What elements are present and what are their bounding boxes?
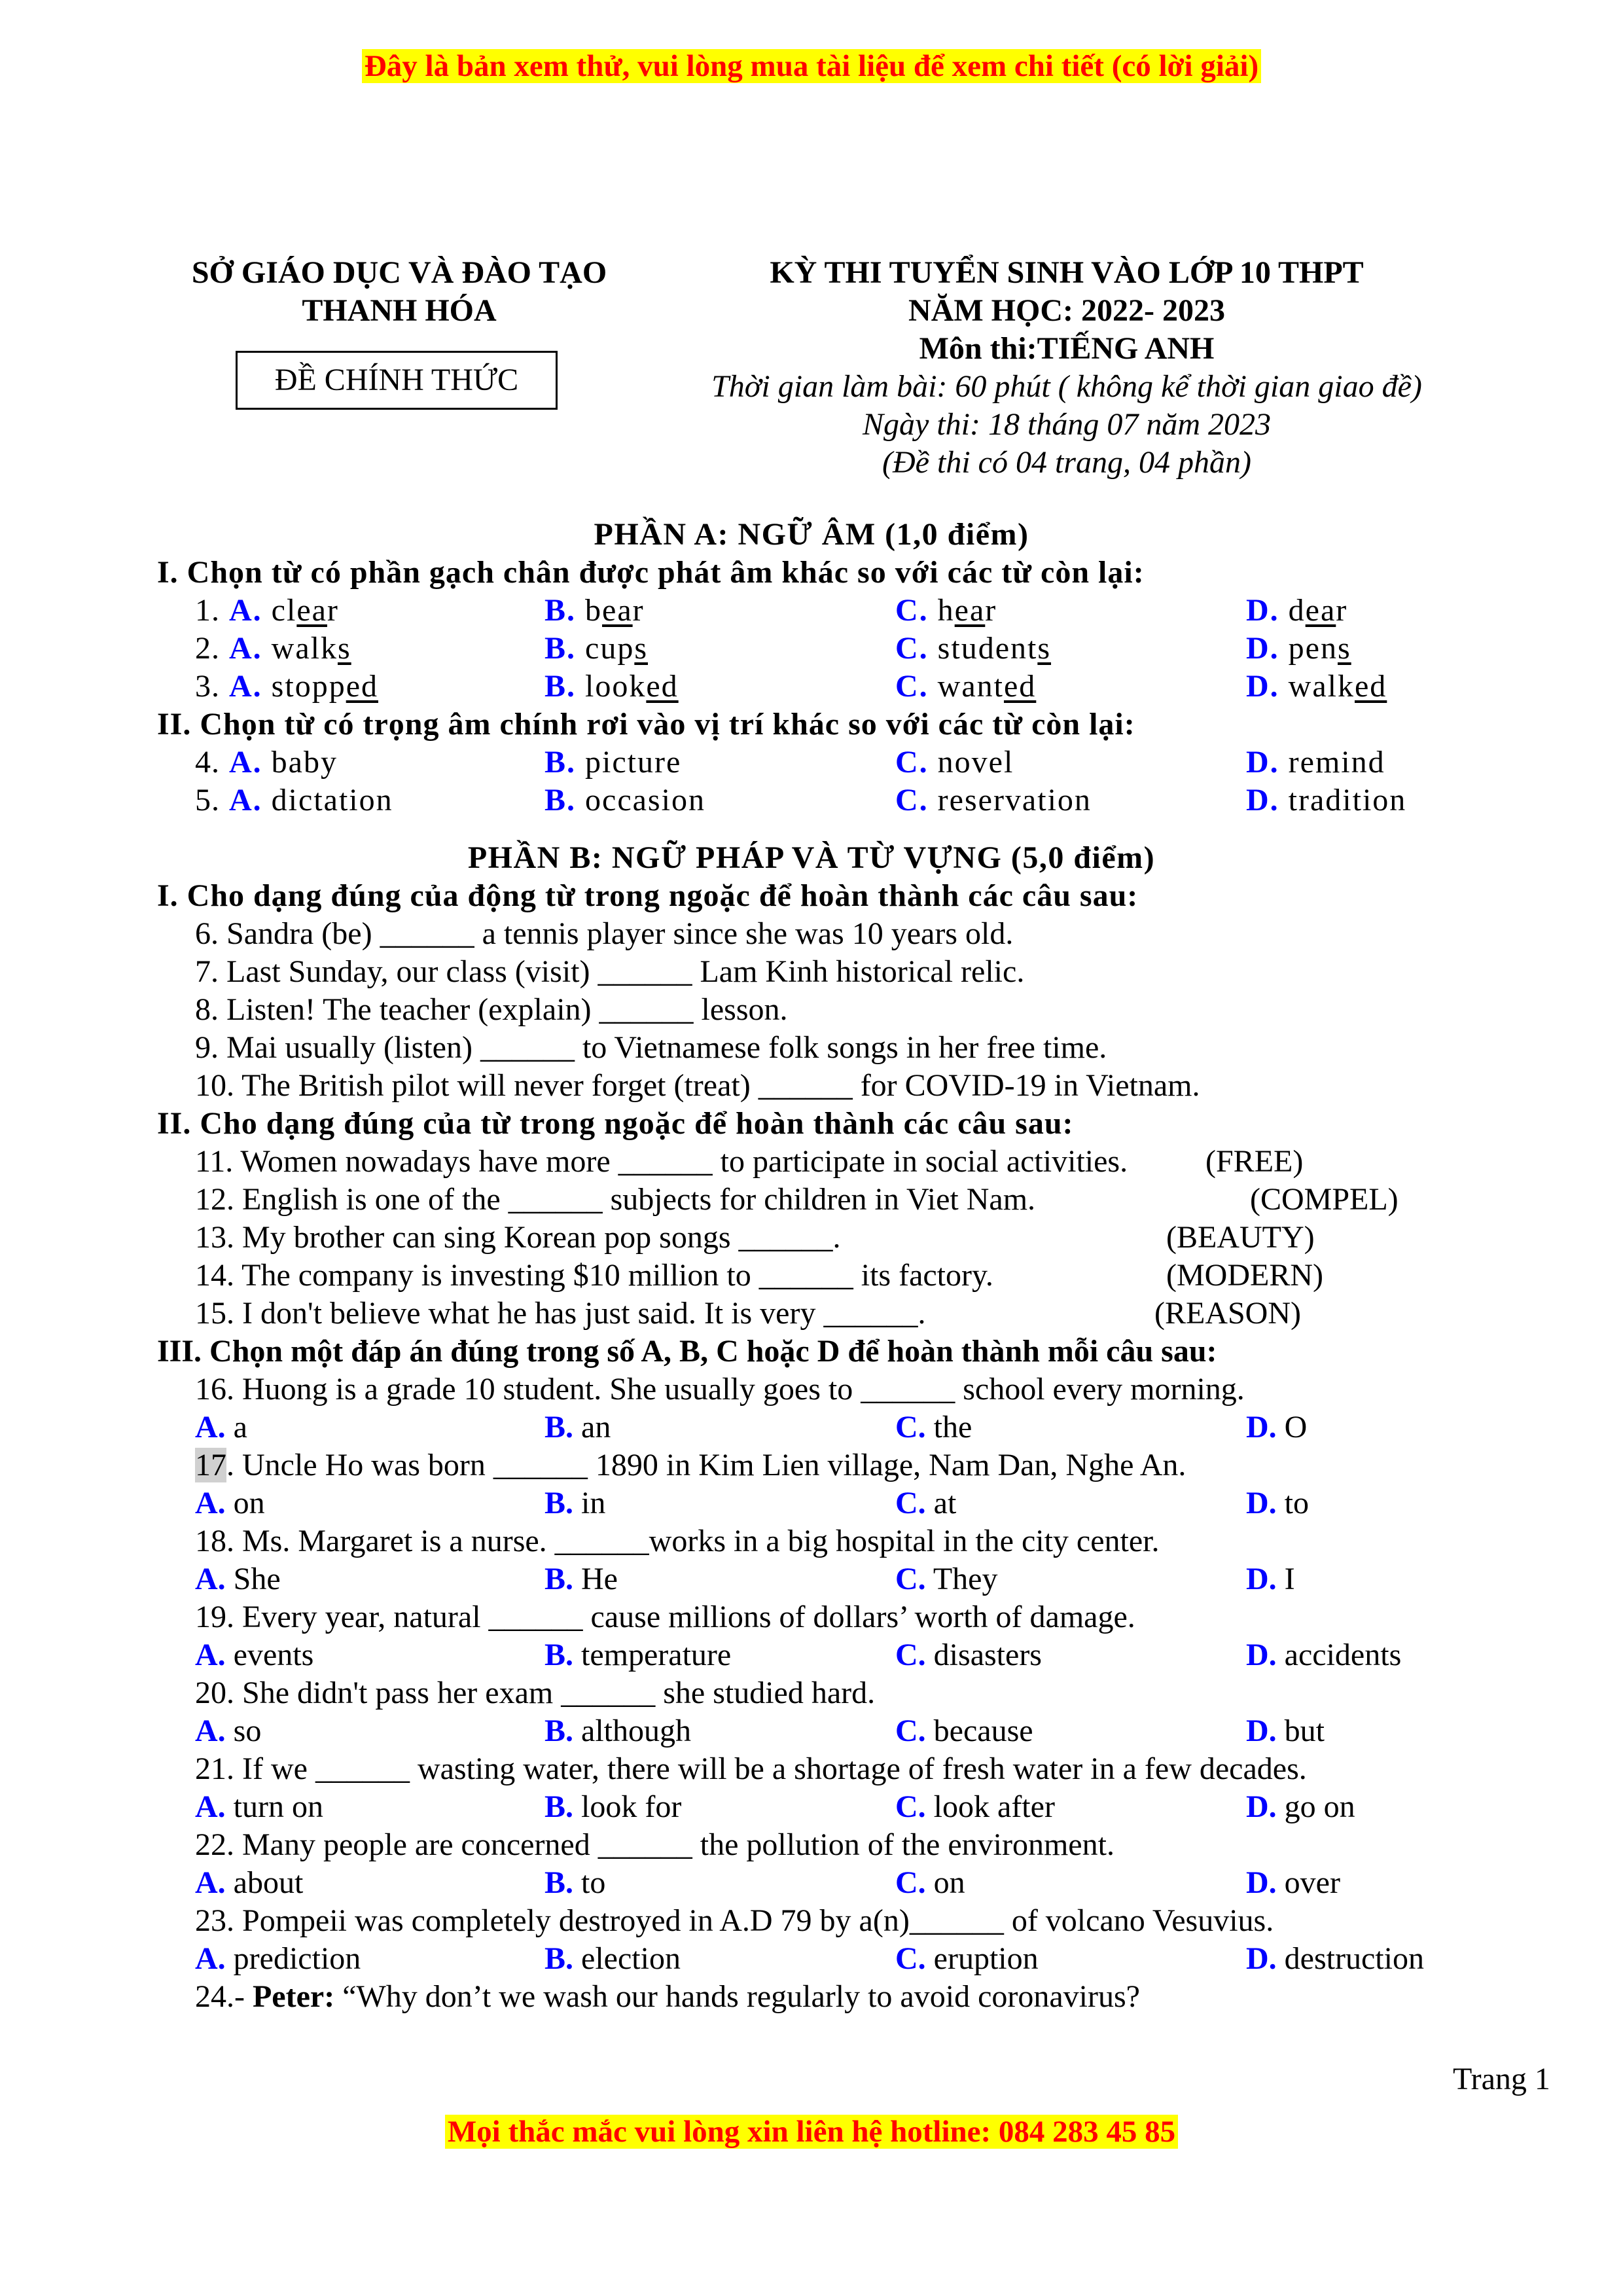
q1-option-d[interactable]: D. dear bbox=[1246, 593, 1348, 628]
question-5 bbox=[0, 781, 1623, 819]
question-23-options bbox=[0, 1940, 1623, 1978]
q17-option-a[interactable]: A. on bbox=[195, 1486, 265, 1520]
q12-word: (COMPEL) bbox=[1250, 1182, 1399, 1217]
q19-option-d[interactable]: D. accidents bbox=[1246, 1638, 1402, 1672]
part-b-section-2-title: II. Cho dạng đúng của từ trong ngoặc để hoàn thành các câu sau: bbox=[157, 1106, 1074, 1141]
question-16-stem: 16. Huong is a grade 10 student. She usually goes to ______ school every morning. bbox=[195, 1372, 1245, 1407]
q13-word: (BEAUTY) bbox=[1166, 1220, 1315, 1255]
q23-option-d[interactable]: D. destruction bbox=[1246, 1941, 1424, 1976]
question-14 bbox=[0, 1257, 1623, 1295]
question-3 bbox=[0, 668, 1623, 706]
q21-option-c[interactable]: C. look after bbox=[895, 1789, 1055, 1824]
q21-option-a[interactable]: A. turn on bbox=[195, 1789, 323, 1824]
question-4 bbox=[0, 744, 1623, 781]
q22-option-c[interactable]: C. on bbox=[895, 1865, 965, 1900]
exam-subject: Môn thi:TIẾNG ANH bbox=[919, 331, 1215, 366]
preview-notice-text: Đây là bản xem thử, vui lòng mua tài liệu để xem chi tiết (có lời giải) bbox=[362, 49, 1261, 83]
q11-word: (FREE) bbox=[1205, 1144, 1304, 1179]
part-a-title: PHẦN A: NGỮ ÂM (1,0 điểm) bbox=[594, 517, 1029, 552]
preview-notice-banner bbox=[0, 47, 1623, 85]
question-12 bbox=[0, 1181, 1623, 1219]
question-19-options bbox=[0, 1636, 1623, 1674]
q1-option-a[interactable]: 1. A. clear bbox=[195, 593, 339, 628]
school-year: NĂM HỌC: 2022- 2023 bbox=[908, 293, 1225, 328]
q19-option-b[interactable]: B. temperature bbox=[544, 1638, 732, 1672]
question-6: 6. Sandra (be) ______ a tennis player since she was 10 years old. bbox=[195, 916, 1014, 951]
exam-title: KỲ THI TUYỂN SINH VÀO LỚP 10 THPT bbox=[770, 255, 1364, 290]
q15-text: 15. I don't believe what he has just said. It is very ______. bbox=[195, 1296, 926, 1331]
q14-text: 14. The company is investing $10 million to ______ its factory. bbox=[195, 1258, 993, 1293]
q17-text: . Uncle Ho was born ______ 1890 in Kim Lien village, Nam Dan, Nghe An. bbox=[226, 1448, 1186, 1482]
exam-page-count: (Đề thi có 04 trang, 04 phần) bbox=[882, 445, 1251, 480]
q5-option-b[interactable]: B. occasion bbox=[544, 783, 705, 817]
q14-word: (MODERN) bbox=[1166, 1258, 1323, 1293]
question-2 bbox=[0, 630, 1623, 668]
q18-option-b[interactable]: B. He bbox=[544, 1562, 618, 1596]
q13-text: 13. My brother can sing Korean pop songs ______. bbox=[195, 1220, 841, 1255]
exam-date: Ngày thi: 18 tháng 07 năm 2023 bbox=[863, 407, 1271, 442]
question-7: 7. Last Sunday, our class (visit) ______ Lam Kinh historical relic. bbox=[195, 954, 1025, 989]
q23-option-b[interactable]: B. election bbox=[544, 1941, 681, 1976]
q21-option-b[interactable]: B. look for bbox=[544, 1789, 682, 1824]
q18-option-a[interactable]: A. She bbox=[195, 1562, 281, 1596]
question-11 bbox=[0, 1143, 1623, 1181]
question-17-stem bbox=[0, 1446, 1623, 1484]
q23-option-a[interactable]: A. prediction bbox=[195, 1941, 361, 1976]
hotline-banner bbox=[0, 2113, 1623, 2151]
question-20-stem: 20. She didn't pass her exam ______ she studied hard. bbox=[195, 1676, 876, 1710]
q12-text: 12. English is one of the ______ subjects for children in Viet Nam. bbox=[195, 1182, 1036, 1217]
part-a-section-2-title: II. Chọn từ có trọng âm chính rơi vào vị trí khác so với các từ còn lại: bbox=[157, 707, 1135, 742]
q20-option-b[interactable]: B. although bbox=[544, 1713, 691, 1748]
q20-option-d[interactable]: D. but bbox=[1246, 1713, 1325, 1748]
hotline-text: Mọi thắc mắc vui lòng xin liên hệ hotline: 084 283 45 85 bbox=[445, 2115, 1178, 2149]
q4-option-c[interactable]: C. novel bbox=[895, 745, 1014, 780]
question-18-stem: 18. Ms. Margaret is a nurse. ______works in a big hospital in the city center. bbox=[195, 1524, 1160, 1558]
q21-option-d[interactable]: D. go on bbox=[1246, 1789, 1355, 1824]
q23-option-c[interactable]: C. eruption bbox=[895, 1941, 1039, 1976]
question-24-stem: 24.- Peter: “Why don’t we wash our hands regularly to avoid coronavirus? bbox=[195, 1979, 1140, 2014]
q4-option-d[interactable]: D. remind bbox=[1246, 745, 1385, 780]
question-20-options bbox=[0, 1712, 1623, 1750]
department-name: SỞ GIÁO DỤC VÀ ĐÀO TẠO bbox=[191, 255, 607, 290]
q2-option-d[interactable]: D. pens bbox=[1246, 631, 1351, 666]
q20-option-c[interactable]: C. because bbox=[895, 1713, 1033, 1748]
q1-option-c[interactable]: C. hear bbox=[895, 593, 997, 628]
q11-text: 11. Women nowadays have more ______ to participate in social activities. bbox=[195, 1144, 1128, 1179]
question-9: 9. Mai usually (listen) ______ to Vietnamese folk songs in her free time. bbox=[195, 1030, 1107, 1065]
question-10: 10. The British pilot will never forget (treat) ______ for COVID-19 in Vietnam. bbox=[195, 1068, 1200, 1103]
question-21-options bbox=[0, 1788, 1623, 1826]
question-22-options bbox=[0, 1864, 1623, 1902]
q1-option-b[interactable]: B. bear bbox=[544, 593, 645, 628]
q22-option-b[interactable]: B. to bbox=[544, 1865, 606, 1900]
question-21-stem: 21. If we ______ wasting water, there will be a shortage of fresh water in a few decades. bbox=[195, 1751, 1307, 1786]
part-b-section-1-title: I. Cho dạng đúng của động từ trong ngoặc để hoàn thành các câu sau: bbox=[157, 878, 1139, 913]
q18-option-d[interactable]: D. I bbox=[1246, 1562, 1295, 1596]
q5-option-a[interactable]: 5. A. dictation bbox=[195, 783, 393, 817]
page-number: Trang 1 bbox=[1453, 2062, 1550, 2096]
question-22-stem: 22. Many people are concerned ______ the pollution of the environment. bbox=[195, 1827, 1115, 1862]
official-exam-box: ĐỀ CHÍNH THỨC bbox=[236, 351, 558, 410]
part-b-section-3-title: III. Chọn một đáp án đúng trong số A, B, C hoặc D để hoàn thành mỗi câu sau: bbox=[157, 1334, 1217, 1369]
question-23-stem: 23. Pompeii was completely destroyed in A.D 79 by a(n)______ of volcano Vesuvius. bbox=[195, 1903, 1274, 1938]
q3-option-d[interactable]: D. walked bbox=[1246, 669, 1387, 704]
question-8: 8. Listen! The teacher (explain) ______ lesson. bbox=[195, 992, 788, 1027]
question-13 bbox=[0, 1219, 1623, 1257]
department-header bbox=[124, 254, 674, 330]
q22-option-a[interactable]: A. about bbox=[195, 1865, 304, 1900]
q16-option-d[interactable]: D. O bbox=[1246, 1410, 1308, 1444]
question-18-options bbox=[0, 1560, 1623, 1598]
q20-option-a[interactable]: A. so bbox=[195, 1713, 262, 1748]
q3-option-c[interactable]: C. wanted bbox=[895, 669, 1037, 704]
q16-option-a[interactable]: A. a bbox=[195, 1410, 247, 1444]
q15-word: (REASON) bbox=[1154, 1296, 1301, 1331]
q24-text: “Why don’t we wash our hands regularly to avoid coronavirus? bbox=[334, 1979, 1140, 2014]
q3-option-a[interactable]: 3. A. stopped bbox=[195, 669, 378, 704]
q5-option-c[interactable]: C. reservation bbox=[895, 783, 1092, 817]
question-1 bbox=[0, 592, 1623, 630]
exam-duration: Thời gian làm bài: 60 phút ( không kể thời gian giao đề) bbox=[711, 369, 1422, 404]
part-b-title: PHẦN B: NGỮ PHÁP VÀ TỪ VỰNG (5,0 điểm) bbox=[467, 840, 1156, 875]
q4-option-a[interactable]: 4. A. baby bbox=[195, 745, 338, 780]
q19-option-c[interactable]: C. disasters bbox=[895, 1638, 1042, 1672]
question-15 bbox=[0, 1295, 1623, 1333]
q17-option-d[interactable]: D. to bbox=[1246, 1486, 1310, 1520]
q24-speaker: Peter: bbox=[252, 1979, 335, 2014]
question-16-options bbox=[0, 1408, 1623, 1446]
q18-option-c[interactable]: C. They bbox=[895, 1562, 998, 1596]
q22-option-d[interactable]: D. over bbox=[1246, 1865, 1340, 1900]
q17-option-c[interactable]: C. at bbox=[895, 1486, 957, 1520]
exam-header bbox=[654, 254, 1479, 482]
q4-option-b[interactable]: B. picture bbox=[544, 745, 682, 780]
q17-number-highlight: 17 bbox=[195, 1448, 226, 1482]
q2-option-b[interactable]: B. cups bbox=[544, 631, 649, 666]
part-a-section-1-title: I. Chọn từ có phần gạch chân được phát âm khác so với các từ còn lại: bbox=[157, 555, 1145, 590]
q2-option-c[interactable]: C. students bbox=[895, 631, 1052, 666]
q5-option-d[interactable]: D. tradition bbox=[1246, 783, 1407, 817]
question-17-options bbox=[0, 1484, 1623, 1522]
q3-option-b[interactable]: B. looked bbox=[544, 669, 679, 704]
q16-option-b[interactable]: B. an bbox=[544, 1410, 611, 1444]
q17-option-b[interactable]: B. in bbox=[544, 1486, 606, 1520]
question-19-stem: 19. Every year, natural ______ cause millions of dollars’ worth of damage. bbox=[195, 1600, 1135, 1634]
q19-option-a[interactable]: A. events bbox=[195, 1638, 314, 1672]
q16-option-c[interactable]: C. the bbox=[895, 1410, 972, 1444]
q2-option-a[interactable]: 2. A. walks bbox=[195, 631, 351, 666]
province-name: THANH HÓA bbox=[302, 293, 497, 328]
